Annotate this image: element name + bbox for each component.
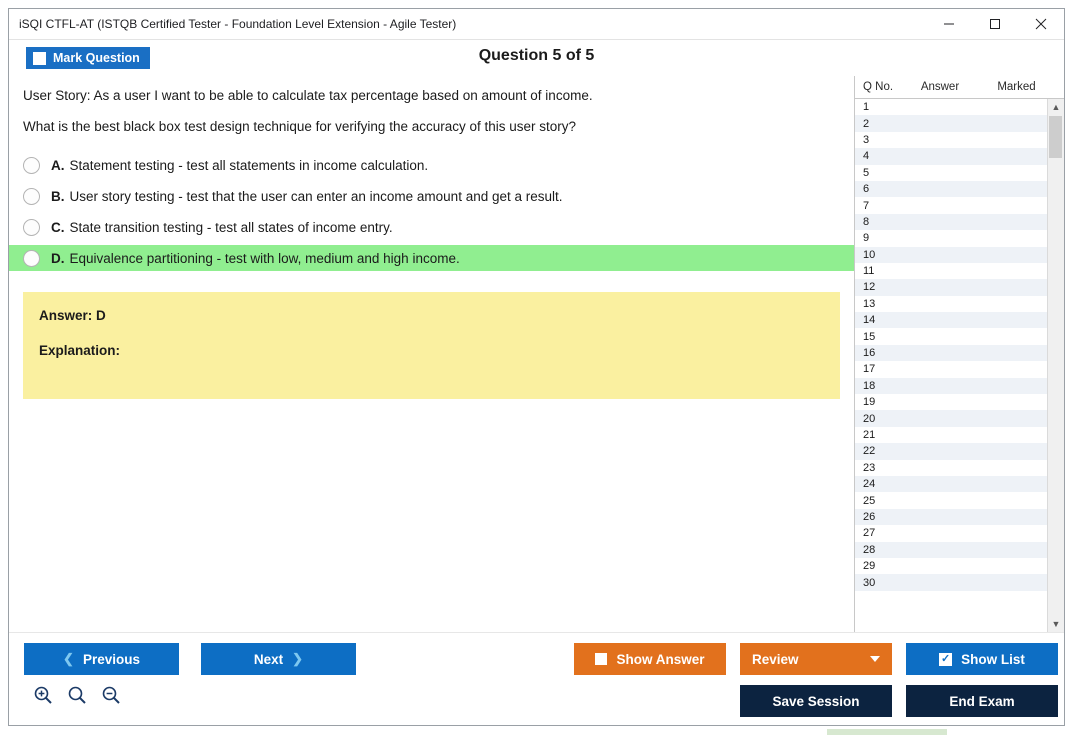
- row-number: 12: [863, 281, 876, 294]
- zoom-search-icon[interactable]: [67, 685, 87, 710]
- table-row[interactable]: [855, 247, 1047, 263]
- row-number: 5: [863, 166, 870, 179]
- review-label: Review: [752, 651, 799, 667]
- zoom-controls: [33, 685, 121, 710]
- table-row[interactable]: [855, 410, 1047, 426]
- close-icon[interactable]: [1018, 10, 1064, 39]
- row-number: 25: [863, 494, 876, 507]
- answer-options-list: [9, 152, 854, 271]
- show-answer-button[interactable]: [574, 643, 726, 675]
- row-number: 15: [863, 330, 876, 343]
- table-row[interactable]: [855, 296, 1047, 312]
- table-row[interactable]: [855, 312, 1047, 328]
- review-dropdown-button[interactable]: [740, 643, 892, 675]
- option-letter: B.: [51, 188, 65, 204]
- answer-option-b[interactable]: [9, 183, 854, 209]
- option-text: User story testing - test that the user can enter an income amount and get a result.: [69, 188, 563, 204]
- explanation-label: Explanation:: [39, 343, 121, 359]
- mark-question-button[interactable]: [26, 47, 150, 69]
- row-number: 18: [863, 379, 876, 392]
- option-text: State transition testing - test all states of income entry.: [69, 219, 393, 235]
- row-number: 24: [863, 478, 876, 491]
- chevron-left-icon: ❮: [63, 651, 74, 666]
- answer-option-a[interactable]: [9, 152, 854, 178]
- show-answer-checkbox-icon: [595, 653, 607, 665]
- table-row[interactable]: [855, 181, 1047, 197]
- table-row[interactable]: [855, 476, 1047, 492]
- row-number: 6: [863, 183, 870, 196]
- row-number: 13: [863, 297, 876, 310]
- table-row[interactable]: [855, 460, 1047, 476]
- table-row[interactable]: [855, 492, 1047, 508]
- column-header-answer: Answer: [920, 81, 960, 93]
- show-list-button[interactable]: [906, 643, 1058, 675]
- question-header: [9, 40, 1064, 76]
- row-number: 7: [863, 199, 870, 212]
- question-prompt-text: What is the best black box test design technique for verifying the accuracy of this user story?: [23, 118, 577, 134]
- option-letter: D.: [51, 250, 65, 266]
- end-exam-button[interactable]: [906, 685, 1058, 717]
- row-number: 22: [863, 445, 876, 458]
- question-list-panel: [854, 76, 1064, 632]
- row-number: 21: [863, 429, 876, 441]
- scroll-down-arrow-icon[interactable]: ▼: [1051, 619, 1061, 629]
- answer-label: Answer: D: [39, 308, 106, 324]
- radio-icon[interactable]: [23, 157, 40, 174]
- mark-question-label: Mark Question: [53, 51, 140, 65]
- table-row[interactable]: [855, 148, 1047, 164]
- answer-option-d[interactable]: [9, 245, 854, 271]
- option-text: Statement testing - test all statements in income calculation.: [69, 157, 429, 173]
- table-row[interactable]: [855, 443, 1047, 459]
- row-number: 29: [863, 560, 876, 573]
- user-story-text: User Story: As a user I want to be able to calculate tax percentage based on amount of income.: [23, 88, 593, 103]
- row-number: 4: [863, 150, 870, 163]
- row-number: 19: [863, 396, 876, 409]
- table-row[interactable]: [855, 361, 1047, 377]
- table-row[interactable]: [855, 558, 1047, 574]
- row-number: 30: [863, 576, 876, 589]
- maximize-icon[interactable]: [972, 10, 1018, 39]
- table-row[interactable]: [855, 378, 1047, 394]
- mark-question-checkbox-icon: [33, 52, 46, 65]
- taskbar-highlight: [827, 729, 947, 735]
- table-row[interactable]: [855, 542, 1047, 558]
- table-row[interactable]: [855, 574, 1047, 590]
- table-row[interactable]: [855, 525, 1047, 541]
- row-number: 23: [863, 461, 876, 474]
- table-row[interactable]: [855, 99, 1047, 115]
- chevron-down-icon: [870, 656, 880, 662]
- row-number: 1: [863, 101, 870, 114]
- table-row[interactable]: [855, 165, 1047, 181]
- show-list-label: Show List: [961, 651, 1025, 667]
- chevron-right-icon: ❯: [292, 651, 304, 666]
- row-number: 3: [863, 133, 870, 146]
- zoom-out-icon[interactable]: [101, 685, 121, 710]
- window-title: iSQI CTFL-AT (ISTQB Certified Tester - Foundation Level Extension - Agile Tester): [19, 17, 457, 31]
- row-number: 2: [863, 117, 870, 130]
- table-row[interactable]: [855, 263, 1047, 279]
- option-letter: A.: [51, 157, 65, 173]
- page-title: Question 5 of 5: [478, 47, 595, 64]
- table-row[interactable]: [855, 115, 1047, 131]
- row-number: 16: [863, 347, 876, 360]
- row-number: 9: [863, 232, 870, 245]
- table-row[interactable]: [855, 328, 1047, 344]
- table-row[interactable]: [855, 279, 1047, 295]
- row-number: 10: [863, 248, 876, 261]
- question-panel: [9, 76, 854, 632]
- radio-icon[interactable]: [23, 188, 40, 205]
- radio-icon[interactable]: [23, 219, 40, 236]
- table-row[interactable]: [855, 132, 1047, 148]
- table-row[interactable]: [855, 427, 1047, 443]
- row-number: 8: [863, 215, 870, 228]
- show-list-checkbox-icon: ✓: [941, 652, 951, 665]
- footer-toolbar: [9, 632, 1064, 725]
- question-list-header: [855, 76, 1064, 99]
- radio-icon[interactable]: [23, 250, 40, 267]
- table-row[interactable]: [855, 509, 1047, 525]
- option-letter: C.: [51, 219, 65, 235]
- table-row[interactable]: [855, 230, 1047, 246]
- table-row[interactable]: [855, 214, 1047, 230]
- previous-button[interactable]: [24, 643, 179, 675]
- exam-body: [9, 76, 1064, 632]
- exam-window: [8, 8, 1065, 726]
- column-header-marked: Marked: [997, 81, 1036, 93]
- save-session-button[interactable]: [740, 685, 892, 717]
- zoom-in-icon[interactable]: [33, 685, 53, 710]
- answer-explanation-panel: [23, 292, 840, 399]
- window-title-bar: [9, 9, 1064, 40]
- column-header-qno: Q No.: [863, 81, 894, 93]
- row-number: 11: [863, 265, 875, 278]
- show-answer-label: Show Answer: [616, 651, 705, 667]
- row-number: 27: [863, 527, 876, 540]
- question-list-body: [855, 99, 1064, 632]
- next-label: Next: [253, 651, 284, 667]
- minimize-icon[interactable]: [926, 10, 972, 39]
- scrollbar-thumb[interactable]: [1049, 116, 1062, 158]
- table-row[interactable]: [855, 197, 1047, 213]
- row-number: 28: [863, 543, 876, 556]
- row-number: 20: [863, 412, 876, 425]
- row-number: 26: [863, 510, 876, 523]
- answer-option-c[interactable]: [9, 214, 854, 240]
- option-text: Equivalence partitioning - test with low, medium and high income.: [69, 250, 460, 266]
- row-number: 17: [863, 363, 876, 376]
- save-session-label: Save Session: [772, 693, 860, 709]
- table-row[interactable]: [855, 394, 1047, 410]
- next-button[interactable]: [201, 643, 356, 675]
- end-exam-label: End Exam: [949, 693, 1015, 709]
- row-number: 14: [863, 314, 876, 327]
- question-list-scrollbar[interactable]: [1047, 99, 1064, 632]
- question-rows[interactable]: [855, 99, 1047, 632]
- previous-label: Previous: [82, 651, 140, 667]
- table-row[interactable]: [855, 345, 1047, 361]
- scroll-up-arrow-icon[interactable]: ▲: [1051, 102, 1061, 112]
